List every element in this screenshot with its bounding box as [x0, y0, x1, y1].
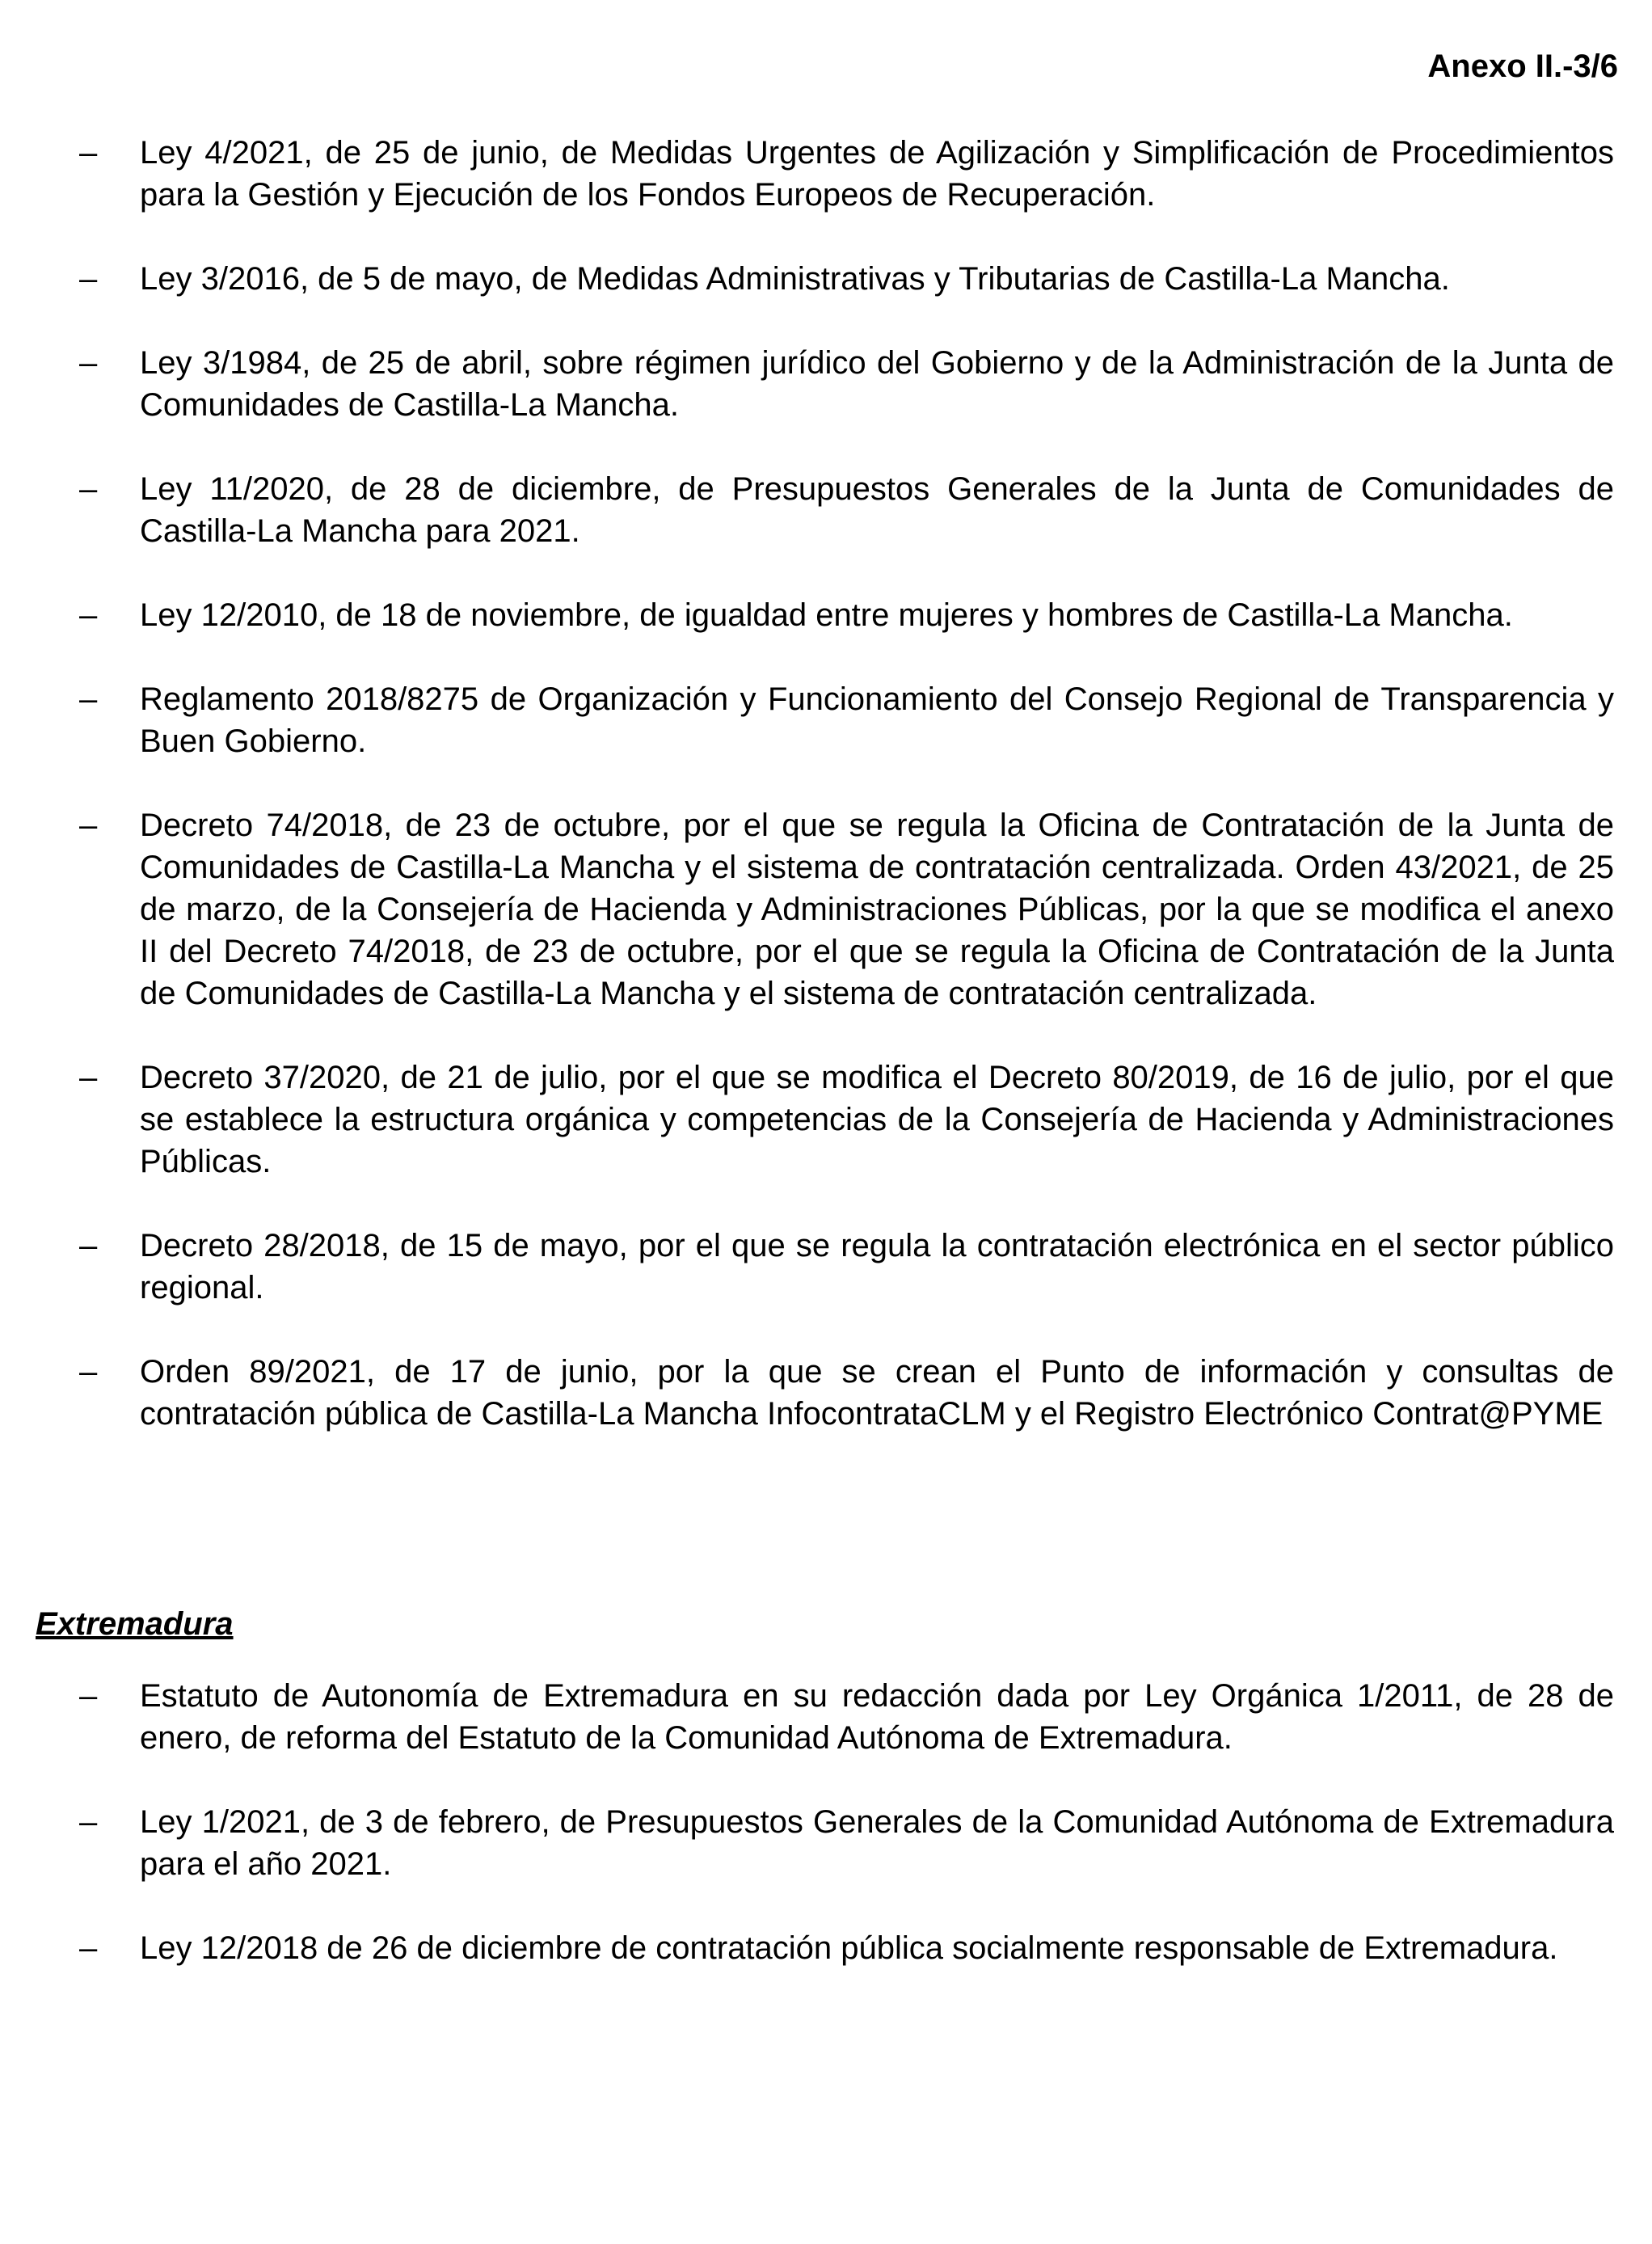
- list-item-text: Ley 4/2021, de 25 de junio, de Medidas Urgentes de Agilización y Simplificación de Procedimientos para la Gestión y Ejecución de los Fondos Europeos de Recuperación.: [140, 135, 1614, 213]
- dash-bullet: –: [79, 135, 98, 171]
- list-item: [0, 594, 1652, 636]
- dash-bullet: –: [79, 345, 98, 381]
- dash-bullet: –: [79, 471, 98, 507]
- dash-bullet: –: [79, 1060, 98, 1095]
- list-item: [0, 1225, 1652, 1309]
- list-item: [0, 1801, 1652, 1885]
- list-item: [0, 1675, 1652, 1759]
- list-item: [0, 258, 1652, 300]
- list-item-text: Ley 11/2020, de 28 de diciembre, de Presupuestos Generales de la Junta de Comunidades de Castilla-La Mancha para 2021.: [140, 471, 1614, 549]
- castilla-la-mancha-legislation-list: [0, 132, 1652, 1477]
- list-item-text: Decreto 74/2018, de 23 de octubre, por el que se regula la Oficina de Contratación de la Junta de Comunidades de Castilla-La Mancha y el sistema de contratación centralizada. Orden 43/2021, de 25 de marzo, de la Consejería de Hacienda y Administraciones Públicas, por la que se modifica el anexo II del Decreto 74/2018, de 23 de octubre, por el que se regula la Oficina de Contratación de la Junta de Comunidades de Castilla-La Mancha y el sistema de contratación centralizada.: [140, 808, 1614, 1011]
- list-item-text: Ley 12/2018 de 26 de diciembre de contratación pública socialmente responsable de Extremadura.: [140, 1930, 1558, 1966]
- list-item-text: Decreto 37/2020, de 21 de julio, por el que se modifica el Decreto 80/2019, de 16 de julio, por el que se establece la estructura orgánica y competencias de la Consejería de Hacienda y Administraciones Públicas.: [140, 1060, 1614, 1179]
- annex-page-label: Anexo II.-3/6: [1427, 49, 1618, 84]
- dash-bullet: –: [79, 808, 98, 843]
- list-item: [0, 132, 1652, 216]
- dash-bullet: –: [79, 1228, 98, 1263]
- dash-bullet: –: [79, 1354, 98, 1390]
- list-item-text: Ley 1/2021, de 3 de febrero, de Presupuestos Generales de la Comunidad Autónoma de Extremadura para el año 2021.: [140, 1804, 1614, 1882]
- dash-bullet: –: [79, 597, 98, 633]
- list-item-text: Ley 3/2016, de 5 de mayo, de Medidas Administrativas y Tributarias de Castilla-La Mancha.: [140, 261, 1450, 297]
- dash-bullet: –: [79, 681, 98, 717]
- list-item-text: Estatuto de Autonomía de Extremadura en su redacción dada por Ley Orgánica 1/2011, de 28 de enero, de reforma del Estatuto de la Comunidad Autónoma de Extremadura.: [140, 1678, 1614, 1756]
- section-heading-extremadura: Extremadura: [36, 1606, 234, 1642]
- list-item: [0, 1057, 1652, 1183]
- extremadura-legislation-list: [0, 1675, 1652, 2011]
- list-item: [0, 342, 1652, 426]
- list-item-text: Reglamento 2018/8275 de Organización y Funcionamiento del Consejo Regional de Transparencia y Buen Gobierno.: [140, 681, 1614, 759]
- dash-bullet: –: [79, 261, 98, 297]
- list-item-text: Orden 89/2021, de 17 de junio, por la que se crean el Punto de información y consultas de contratación pública de Castilla-La Mancha InfocontrataCLM y el Registro Electrónico Contrat@PYME: [140, 1354, 1614, 1432]
- list-item: [0, 804, 1652, 1014]
- list-item-text: Ley 12/2010, de 18 de noviembre, de igualdad entre mujeres y hombres de Castilla-La Mancha.: [140, 597, 1513, 633]
- dash-bullet: –: [79, 1930, 98, 1966]
- list-item: [0, 1927, 1652, 1969]
- list-item: [0, 678, 1652, 762]
- list-item-text: Ley 3/1984, de 25 de abril, sobre régimen jurídico del Gobierno y de la Administración de la Junta de Comunidades de Castilla-La Mancha.: [140, 345, 1614, 423]
- list-item: [0, 1351, 1652, 1435]
- dash-bullet: –: [79, 1804, 98, 1840]
- list-item: [0, 468, 1652, 552]
- dash-bullet: –: [79, 1678, 98, 1714]
- list-item-text: Decreto 28/2018, de 15 de mayo, por el que se regula la contratación electrónica en el sector público regional.: [140, 1228, 1614, 1305]
